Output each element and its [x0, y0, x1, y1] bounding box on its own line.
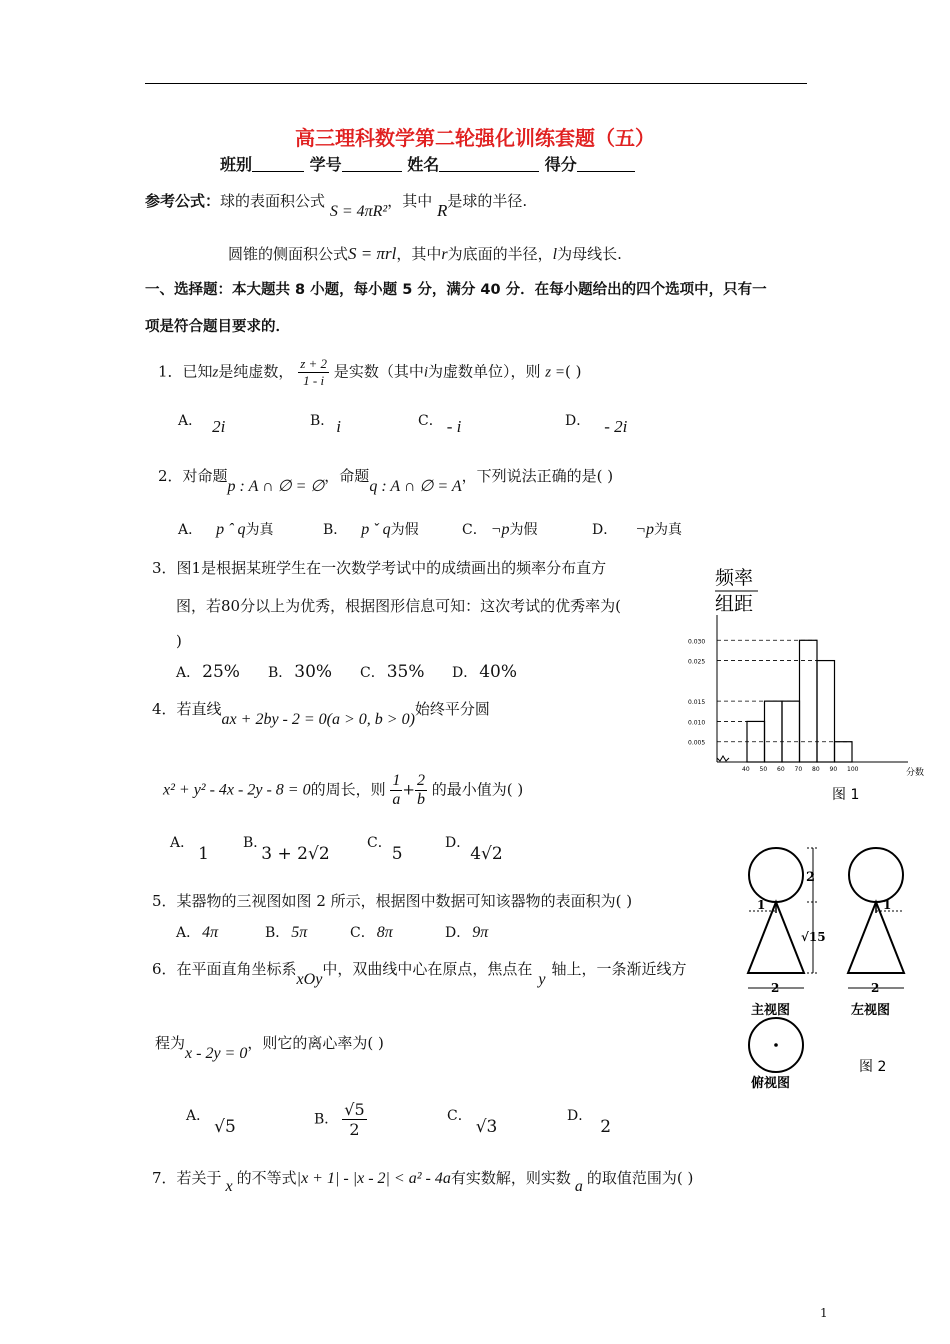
field-number-blank[interactable]	[342, 157, 402, 172]
q6-stem-d: 程为	[155, 1034, 186, 1052]
field-number-label: 学号	[309, 155, 342, 174]
q6-option-a[interactable]	[186, 1105, 236, 1137]
q3-option-a-letter: A．	[176, 665, 201, 681]
q5-option-a[interactable]	[176, 922, 218, 942]
q1-option-b-value: i	[336, 417, 342, 436]
q4-line-eq: ax + 2by - 2 = 0(a > 0, b > 0)	[221, 711, 415, 728]
formula-sphere-text3: 是球的半径.	[447, 192, 528, 210]
figure1-caption: 图 1	[832, 787, 860, 803]
q2-q-formula: q : A ∩ ∅ = A	[369, 478, 462, 495]
histogram-y-tick-0.010: 0.010	[688, 719, 706, 727]
q5-option-d[interactable]	[445, 922, 488, 942]
q6-option-c-letter: C．	[447, 1108, 472, 1124]
formula-label: 参考公式：	[145, 192, 221, 210]
histogram-ylabel-bottom: 组距	[715, 593, 754, 615]
histogram-bar-50-60	[765, 701, 783, 762]
histogram-x-tick-50: 50	[759, 766, 768, 773]
q1-option-c[interactable]	[418, 410, 462, 436]
side-view-sphere	[849, 848, 903, 902]
q6-stem-b: 中，双曲线中心在原点，焦点在	[322, 960, 533, 978]
q4-option-a-letter: A．	[170, 835, 195, 851]
q2-option-d[interactable]	[592, 519, 682, 539]
q2-option-a-letter: A．	[178, 522, 203, 538]
formula-sphere-var: R	[437, 201, 448, 220]
formula-cone-var-l: l	[552, 246, 558, 263]
q1-option-d-value: - 2i	[604, 417, 628, 436]
q1-fraction	[298, 356, 329, 389]
histogram-x-tick-70: 70	[794, 766, 803, 773]
q3-option-d-letter: D．	[452, 665, 478, 681]
field-name-label: 姓名	[407, 155, 440, 174]
q1-option-d-letter: D．	[565, 413, 591, 429]
q7-stem-b: 的不等式	[236, 1169, 297, 1187]
formula-sphere: S = 4πR²	[329, 203, 388, 220]
q1-option-b[interactable]	[310, 410, 342, 436]
section1-line2: 项是符合题目要求的．	[145, 319, 290, 335]
q3-option-b[interactable]	[268, 662, 332, 682]
q6-option-b-num: √5	[344, 1100, 365, 1119]
q3-option-c-value: 35%	[386, 662, 425, 682]
q1-frac-num: z + 2	[300, 356, 328, 371]
q3-option-a-value: 25%	[202, 662, 240, 682]
q2-stem-a: 2．对命题	[158, 467, 228, 485]
field-name-blank[interactable]	[439, 157, 539, 172]
formula-sphere-text2: ，其中	[387, 192, 433, 210]
q5-option-b-letter: B．	[265, 925, 290, 941]
dim-circle-label: 2	[806, 870, 816, 885]
q4-option-a[interactable]	[170, 832, 209, 864]
formula-cone: S = πrl	[348, 244, 397, 263]
q3-option-a[interactable]	[176, 662, 240, 682]
side-view-base-label: 2	[871, 981, 880, 995]
q4-frac2-num: 2	[416, 772, 425, 789]
q4-option-a-value: 1	[198, 844, 209, 864]
section1-line1: 一、选择题：本大题共 8 小题，每小题 5 分，满分 40 分．在每小题给出的四个选项中，只有一	[145, 282, 767, 298]
q2-option-b-suffix: 为假	[390, 522, 419, 538]
q4-stem-c: 的周长，则	[310, 780, 386, 799]
q7-inequality: |x + 1| - |x - 2| < a² - 4a	[296, 1170, 451, 1187]
q2-option-c-letter: C．	[462, 522, 487, 538]
q4-option-d-letter: D．	[445, 835, 471, 851]
q6-option-c[interactable]	[447, 1105, 498, 1137]
q2-option-c-value: ¬p	[490, 521, 510, 538]
q7-stem-c: 有实数解，则实数	[450, 1169, 571, 1187]
histogram-y-tick-0.005: 0.005	[688, 739, 706, 747]
q3-option-c[interactable]	[360, 662, 425, 682]
q3-option-d-value: 40%	[479, 662, 518, 682]
q1-option-b-letter: B．	[310, 413, 335, 429]
q1-stem-e: z =	[545, 364, 566, 381]
figure2-three-views	[735, 845, 920, 1095]
q2-option-a-value: p ˆ q	[216, 521, 246, 538]
q3-option-c-letter: C．	[360, 665, 385, 681]
formula-cone-text1: 圆锥的侧面积公式	[228, 245, 349, 263]
histogram-bar-60-70	[782, 701, 800, 762]
q5-option-d-letter: D．	[445, 925, 471, 941]
q2-option-d-letter: D．	[592, 522, 618, 538]
q6-option-d-value: 2	[600, 1117, 612, 1137]
front-view-radius-label: 1	[757, 898, 766, 912]
field-score-label: 得分	[544, 155, 577, 174]
histogram-y-tick-0.015: 0.015	[688, 699, 706, 707]
q2-option-c[interactable]	[462, 519, 538, 539]
q3-line3: )	[176, 632, 182, 650]
histogram-ylabel-top: 频率	[715, 567, 754, 589]
front-view-label: 主视图	[751, 1003, 791, 1018]
q1-stem-a: 1．已知	[158, 362, 213, 381]
q1-stem-d: 为虚数单位），则	[428, 362, 541, 381]
q5-stem: 5．某器物的三视图如图 2 所示，根据图中数据可知该器物的表面积为( )	[152, 892, 633, 910]
q4-option-c-value: 5	[391, 844, 403, 864]
q7-stem	[152, 1167, 694, 1195]
field-score-blank[interactable]	[577, 157, 635, 172]
q2-option-d-suffix: 为真	[654, 522, 683, 538]
q4-stem-b: 始终平分圆	[414, 700, 490, 718]
three-views-svg	[735, 845, 920, 1095]
q1-option-c-letter: C．	[418, 413, 443, 429]
q1-stem-c: 是实数（其中	[333, 362, 424, 381]
q7-stem-d: 的取值范围为( )	[586, 1169, 694, 1187]
q1-stem-f: ( )	[565, 362, 582, 381]
histogram-y-tick-0.025: 0.025	[688, 658, 706, 666]
side-view-radius-label: 1	[883, 898, 892, 912]
top-view-label: 俯视图	[751, 1076, 791, 1091]
q4-frac1-den: a	[392, 791, 401, 808]
q4-stem-line2	[163, 772, 523, 809]
q2-option-d-value: ¬p	[635, 521, 655, 538]
q4-option-b-value: 3 + 2√2	[261, 844, 330, 864]
q4-stem-a: 4．若直线	[152, 700, 222, 718]
q4-option-d-value: 4√2	[470, 844, 503, 864]
q2-stem-c: ，下列说法正确的是( )	[461, 467, 614, 485]
q6-option-b[interactable]	[314, 1100, 367, 1139]
q1-frac-den: 1 - i	[303, 373, 325, 388]
page-number: 1	[820, 1306, 828, 1320]
q2-option-b[interactable]	[323, 519, 419, 539]
q6-option-c-value: √3	[475, 1117, 498, 1137]
q6-option-d-letter: D．	[567, 1108, 593, 1124]
q6-var-y: y	[538, 971, 546, 988]
q1-option-a[interactable]	[178, 410, 226, 436]
q6-asymptote: x - 2y = 0	[185, 1045, 248, 1062]
q5-option-a-value: 4π	[202, 924, 219, 941]
q5-option-c-value: 8π	[376, 924, 393, 941]
histogram-xlabel: 分数	[906, 768, 925, 778]
q4-fraction-2	[415, 772, 427, 809]
q4-stem-d: 的最小值为( )	[431, 780, 524, 799]
q4-option-d[interactable]	[445, 832, 503, 864]
q6-stem-c: 轴上，一条渐近线方	[551, 960, 687, 978]
q7-stem-a: 7．若关于	[152, 1169, 222, 1187]
histogram-bar-80-90	[817, 661, 835, 762]
formula-cone-text2: ，其中	[396, 245, 442, 263]
dim-height-label: √15	[801, 930, 826, 944]
q1-option-c-value: - i	[446, 417, 462, 436]
q4-frac1-num: 1	[392, 772, 401, 789]
q6-option-d[interactable]	[567, 1105, 612, 1137]
formula-sphere-text1: 球的表面积公式	[220, 192, 326, 210]
q7-var-x: x	[225, 1178, 233, 1195]
q5-option-c-letter: C．	[350, 925, 375, 941]
q1-option-d[interactable]	[565, 410, 628, 436]
q3-line2: 图，若80分以上为优秀，根据图形信息可知：这次考试的优秀率为(	[176, 597, 621, 615]
q1-var-i: i	[423, 364, 428, 381]
q4-circle-eq: x² + y² - 4x - 2y - 8 = 0	[163, 781, 311, 799]
q7-var-a: a	[574, 1178, 583, 1195]
histogram-x-tick-90: 90	[829, 766, 838, 773]
q5-option-b-value: 5π	[291, 924, 308, 941]
q1-option-a-value: 2i	[212, 417, 226, 436]
q6-var-xoy: xOy	[296, 971, 323, 988]
histogram-axis-break	[717, 756, 729, 761]
q4-frac2-den: b	[416, 791, 425, 808]
front-view-sphere	[749, 848, 803, 902]
field-class-label: 班别	[220, 155, 253, 174]
formula-cone-text3: 为底面的半径，	[447, 245, 553, 263]
q3-option-b-value: 30%	[294, 662, 333, 682]
q6-option-b-letter: B．	[314, 1111, 339, 1128]
q4-option-b-letter: B．	[243, 835, 268, 851]
q6-stem-e: ，则它的离心率为( )	[247, 1034, 384, 1052]
q3-line1: 3．图1是根据某班学生在一次数学考试中的成绩画出的频率分布直方	[152, 559, 607, 577]
q6-option-a-value: √5	[214, 1117, 236, 1137]
q4-option-b[interactable]	[243, 832, 330, 864]
figure1-histogram	[680, 560, 940, 810]
q4-option-c[interactable]	[367, 832, 403, 864]
top-view-center-dot	[774, 1043, 778, 1047]
front-view-base-label: 2	[771, 981, 780, 995]
formula-cone-line	[228, 243, 622, 264]
histogram-y-tick-0.030: 0.030	[688, 638, 706, 646]
q2-option-b-value: p ˇ q	[361, 521, 391, 538]
q1-var-z: z	[212, 364, 219, 381]
histogram-x-tick-80: 80	[812, 766, 820, 773]
q4-plus: +	[402, 780, 415, 799]
q2-option-a-suffix: 为真	[245, 522, 274, 538]
figure2-caption: 图 2	[859, 1059, 887, 1075]
q2-p-formula: p : A ∩ ∅ = ∅	[227, 478, 325, 495]
q6-stem-line1	[152, 958, 687, 988]
formula-cone-text4: 为母线长.	[557, 245, 622, 263]
field-class-blank[interactable]	[252, 157, 304, 172]
q4-fraction-1	[390, 772, 402, 809]
side-view-label: 左视图	[851, 1003, 891, 1018]
histogram-x-tick-60: 60	[777, 766, 785, 773]
q2-option-c-suffix: 为假	[509, 522, 538, 538]
q3-option-d[interactable]	[452, 662, 517, 682]
histogram-svg	[680, 560, 940, 810]
q3-option-b-letter: B．	[268, 665, 293, 681]
q1-stem-b: 是纯虚数，	[218, 362, 294, 381]
formula-cone-var-r: r	[441, 246, 448, 263]
q4-stem-line1	[152, 698, 490, 728]
histogram-x-tick-100: 100	[847, 766, 859, 773]
q2-stem	[158, 465, 614, 495]
q6-option-b-den: 2	[349, 1120, 360, 1139]
q5-option-c[interactable]	[350, 922, 393, 942]
student-info-line	[220, 152, 635, 175]
q5-option-b[interactable]	[265, 922, 307, 942]
histogram-x-tick-40: 40	[742, 766, 750, 773]
q4-option-c-letter: C．	[367, 835, 392, 851]
formula-sphere-line	[145, 190, 528, 220]
histogram-bar-70-80	[800, 640, 818, 762]
q2-stem-b: ，命题	[324, 467, 370, 485]
header-rule	[145, 83, 807, 84]
q1-stem	[158, 356, 582, 389]
page-title: 高三理科数学第二轮强化训练套题（五）	[295, 126, 655, 150]
histogram-bar-90-100	[835, 742, 853, 762]
q2-option-a[interactable]	[178, 519, 273, 539]
q1-option-a-letter: A．	[178, 413, 203, 429]
q6-stem-a: 6．在平面直角坐标系	[152, 960, 297, 978]
q5-option-d-value: 9π	[472, 924, 489, 941]
q5-option-a-letter: A．	[176, 925, 201, 941]
q6-option-b-fraction	[342, 1100, 366, 1139]
q6-option-a-letter: A．	[186, 1108, 211, 1124]
q2-option-b-letter: B．	[323, 522, 348, 538]
q6-stem-line2	[155, 1032, 384, 1062]
